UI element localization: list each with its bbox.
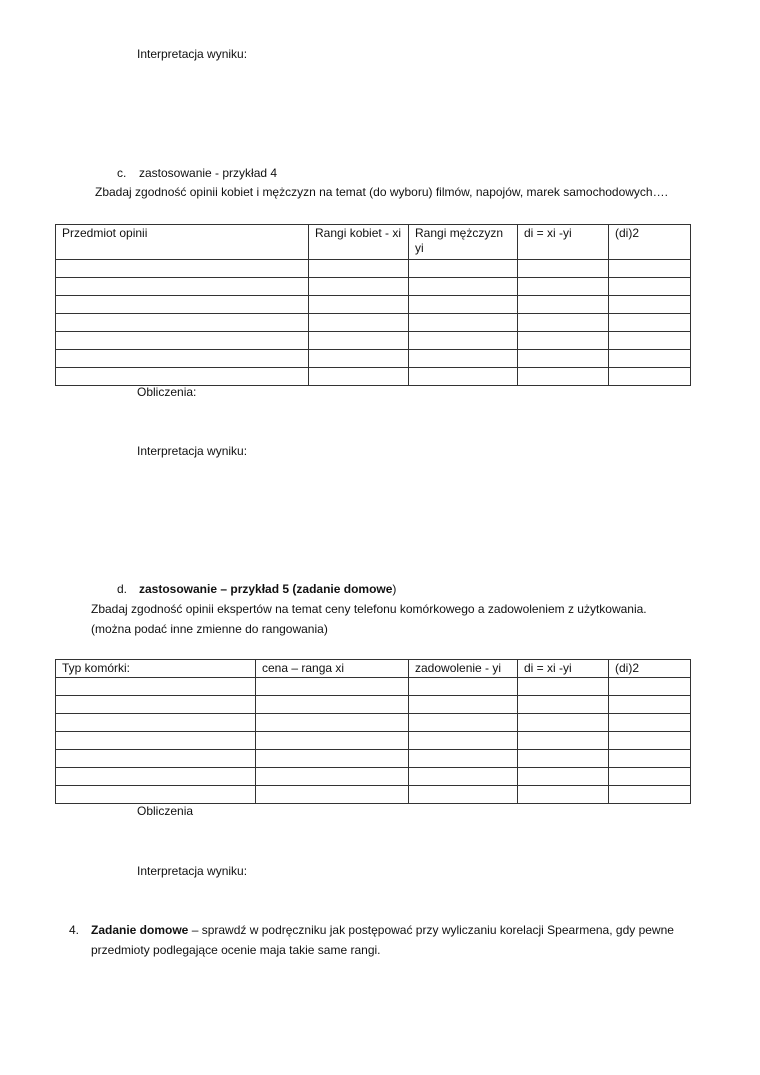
- table-cell[interactable]: [56, 768, 256, 786]
- calculations-label-d: Obliczenia: [137, 804, 194, 818]
- table-cell[interactable]: [518, 786, 609, 804]
- table-row: [56, 260, 691, 278]
- table-cell[interactable]: [56, 332, 309, 350]
- table-cell[interactable]: [56, 278, 309, 296]
- table-cell[interactable]: [609, 332, 691, 350]
- table-cell[interactable]: [56, 368, 309, 386]
- table-row: [56, 678, 691, 696]
- table-cell[interactable]: [56, 260, 309, 278]
- table-cell[interactable]: [309, 368, 409, 386]
- table-cell[interactable]: [409, 260, 518, 278]
- table-row: [56, 714, 691, 732]
- item-4-text-line2: przedmioty podlegające ocenie maja takie same rangi.: [91, 943, 381, 957]
- header-cell: Rangi kobiet - xi: [309, 225, 409, 260]
- section-c-task: Zbadaj zgodność opinii kobiet i mężczyzn na temat (do wyboru) filmów, napojów, marek samochodowych….: [95, 185, 668, 199]
- table-cell[interactable]: [256, 732, 409, 750]
- table-row: [56, 732, 691, 750]
- table-cell[interactable]: [609, 678, 691, 696]
- table-cell[interactable]: [256, 786, 409, 804]
- section-d-task-line1: Zbadaj zgodność opinii ekspertów na temat ceny telefonu komórkowego a zadowoleniem z użytkowania.: [91, 602, 647, 616]
- section-d-marker: d.: [117, 582, 128, 596]
- section-d-heading-tail: ): [392, 582, 397, 596]
- header-cell: Rangi mężczyzn yi: [409, 225, 518, 260]
- header-cell: di = xi -yi: [518, 225, 609, 260]
- table-cell[interactable]: [309, 332, 409, 350]
- interpretation-label-c: Interpretacja wyniku:: [137, 444, 248, 458]
- table-cell[interactable]: [518, 678, 609, 696]
- table-cell[interactable]: [518, 296, 609, 314]
- header-cell: di = xi -yi: [518, 660, 609, 678]
- table-cell[interactable]: [409, 786, 518, 804]
- table-cell[interactable]: [609, 368, 691, 386]
- table-row: [56, 296, 691, 314]
- table-cell[interactable]: [609, 296, 691, 314]
- item-4-text: [91, 923, 674, 938]
- table-cell[interactable]: [518, 260, 609, 278]
- section-c-marker: c.: [117, 166, 127, 180]
- opinion-table-c: [55, 224, 691, 386]
- table-cell[interactable]: [609, 314, 691, 332]
- table-cell[interactable]: [409, 768, 518, 786]
- section-d-task-line2: (można podać inne zmienne do rangowania): [91, 622, 328, 636]
- table-row: [56, 314, 691, 332]
- table-cell[interactable]: [518, 314, 609, 332]
- table-cell[interactable]: [518, 368, 609, 386]
- table-cell[interactable]: [56, 314, 309, 332]
- header-cell: Przedmiot opinii: [56, 225, 309, 260]
- interpretation-label-b: Interpretacja wyniku:: [137, 47, 248, 61]
- interpretation-label-d: Interpretacja wyniku:: [137, 864, 248, 878]
- table-cell[interactable]: [309, 260, 409, 278]
- table-row: [56, 696, 691, 714]
- table-row: [56, 768, 691, 786]
- table-cell[interactable]: [56, 786, 256, 804]
- table-cell[interactable]: [518, 732, 609, 750]
- table-cell[interactable]: [609, 768, 691, 786]
- table-cell[interactable]: [309, 314, 409, 332]
- section-d-heading: [139, 582, 396, 597]
- table-cell[interactable]: [609, 260, 691, 278]
- table-cell[interactable]: [256, 750, 409, 768]
- table-cell[interactable]: [56, 714, 256, 732]
- header-cell: zadowolenie - yi: [409, 660, 518, 678]
- table-cell[interactable]: [409, 678, 518, 696]
- table-cell[interactable]: [518, 768, 609, 786]
- table-cell[interactable]: [518, 750, 609, 768]
- table-cell[interactable]: [409, 314, 518, 332]
- table-cell[interactable]: [56, 732, 256, 750]
- table-header-row: [56, 660, 691, 678]
- calculations-label-c: Obliczenia:: [137, 385, 197, 399]
- table-cell[interactable]: [409, 750, 518, 768]
- table-cell[interactable]: [309, 278, 409, 296]
- table-row: [56, 278, 691, 296]
- table-cell[interactable]: [56, 696, 256, 714]
- header-cell: Typ komórki:: [56, 660, 256, 678]
- table-cell[interactable]: [518, 696, 609, 714]
- table-cell[interactable]: [609, 714, 691, 732]
- table-cell[interactable]: [518, 714, 609, 732]
- table-cell[interactable]: [256, 714, 409, 732]
- table-cell[interactable]: [609, 732, 691, 750]
- table-header-row: [56, 225, 691, 260]
- table-cell[interactable]: [518, 278, 609, 296]
- table-cell[interactable]: [609, 278, 691, 296]
- table-cell[interactable]: [609, 696, 691, 714]
- table-cell[interactable]: [518, 350, 609, 368]
- table-cell[interactable]: [256, 678, 409, 696]
- item-4-bold: Zadanie domowe: [91, 923, 189, 937]
- table-cell[interactable]: [409, 350, 518, 368]
- table-cell[interactable]: [56, 350, 309, 368]
- table-cell[interactable]: [409, 278, 518, 296]
- header-cell: (di)2: [609, 660, 691, 678]
- table-cell[interactable]: [56, 678, 256, 696]
- section-d-heading-bold: zastosowanie – przykład 5 (zadanie domowe: [139, 582, 393, 596]
- table-row: [56, 350, 691, 368]
- item-4-text-rest: – sprawdź w podręczniku jak postępować przy wyliczaniu korelacji Spearmena, gdy pewne: [188, 923, 674, 937]
- item-4-number: 4.: [69, 923, 80, 937]
- table-cell[interactable]: [256, 768, 409, 786]
- table-row: [56, 368, 691, 386]
- table-cell[interactable]: [609, 786, 691, 804]
- table-cell[interactable]: [409, 332, 518, 350]
- table-cell[interactable]: [409, 714, 518, 732]
- header-cell: cena – ranga xi: [256, 660, 409, 678]
- section-c-heading: zastosowanie - przykład 4: [139, 166, 278, 180]
- table-cell[interactable]: [609, 350, 691, 368]
- table-cell[interactable]: [309, 350, 409, 368]
- table-cell[interactable]: [409, 368, 518, 386]
- table-row: [56, 750, 691, 768]
- table-cell[interactable]: [56, 296, 309, 314]
- table-cell[interactable]: [256, 696, 409, 714]
- opinion-table-d: [55, 659, 691, 804]
- table-row: [56, 786, 691, 804]
- table-cell[interactable]: [56, 750, 256, 768]
- header-cell: (di)2: [609, 225, 691, 260]
- table-cell[interactable]: [609, 750, 691, 768]
- table-cell[interactable]: [518, 332, 609, 350]
- table-cell[interactable]: [409, 296, 518, 314]
- table-cell[interactable]: [309, 296, 409, 314]
- table-cell[interactable]: [409, 696, 518, 714]
- table-cell[interactable]: [409, 732, 518, 750]
- table-row: [56, 332, 691, 350]
